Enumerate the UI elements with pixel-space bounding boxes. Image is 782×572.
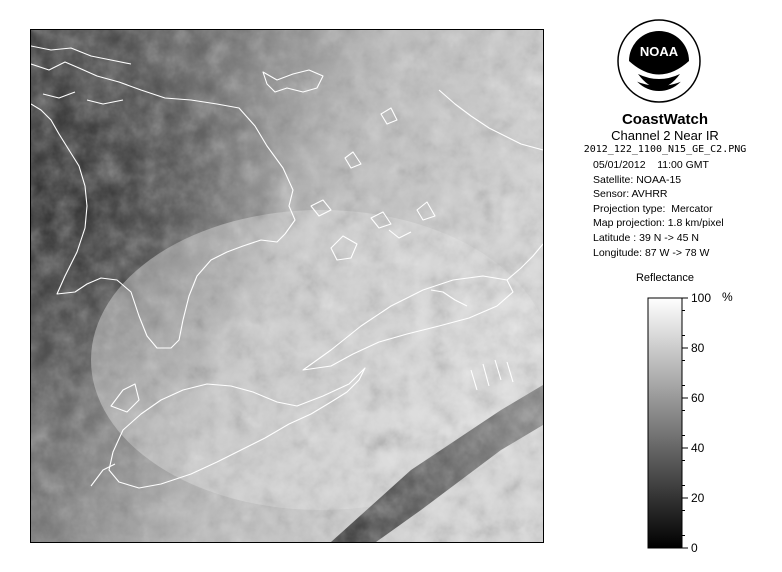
colorbar-tick-label-0: 0 — [691, 541, 698, 555]
meta-datetime: 05/01/2012 11:00 GMT — [593, 159, 709, 171]
legend-unit: % — [722, 290, 733, 304]
meta-sensor: Sensor: AVHRR — [593, 188, 668, 201]
meta-longitude: Longitude: 87 W -> 78 W — [593, 246, 710, 259]
colorbar-tick-label-60: 60 — [691, 391, 705, 405]
noaa-logo-icon — [616, 18, 702, 104]
meta-satellite: Satellite: NOAA-15 — [593, 173, 682, 186]
meta-map-projection: Map projection: 1.8 km/pixel — [593, 217, 724, 230]
meta-latitude: Latitude : 39 N -> 45 N — [593, 231, 699, 244]
colorbar-tick-label-20: 20 — [691, 491, 705, 505]
meta-projection-type: Projection type: Mercator — [593, 202, 713, 215]
colorbar-tick-label-100: 100 — [691, 291, 712, 305]
logo-text: NOAA — [639, 44, 679, 59]
cloud-texture — [31, 30, 543, 542]
colorbar-ramp — [648, 298, 682, 548]
reflectance-colorbar — [640, 288, 740, 558]
channel-label: Channel 2 Near IR — [611, 128, 719, 143]
colorbar-tick-label-80: 80 — [691, 341, 705, 355]
colorbar-ticks — [682, 291, 711, 555]
filename-label: 2012_122_1100_N15_GE_C2.PNG — [583, 144, 747, 155]
brand-title: CoastWatch — [621, 111, 709, 128]
colorbar-tick-label-40: 40 — [691, 441, 705, 455]
info-panel — [560, 112, 770, 260]
legend-title: Reflectance — [635, 272, 695, 284]
satellite-image — [30, 29, 544, 543]
satellite-map — [31, 30, 543, 542]
